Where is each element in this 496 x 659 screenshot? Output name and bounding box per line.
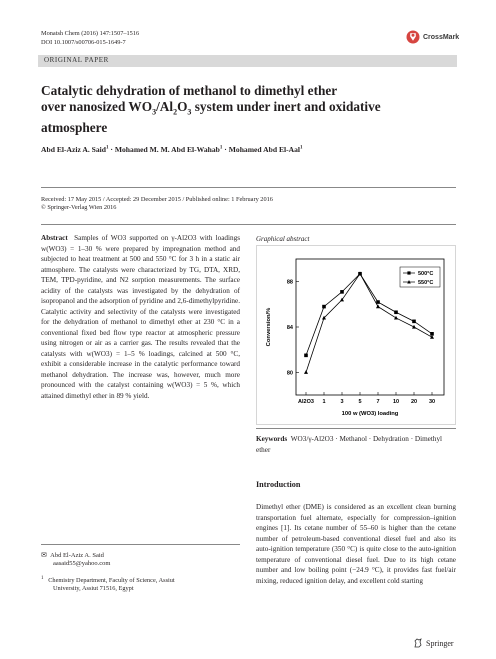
x-tick-label: Al2O3 (298, 399, 314, 405)
divider (41, 224, 456, 225)
corresponding-author (41, 551, 110, 569)
publication-dates: Received: 17 May 2015 / Accepted: 29 December 2015 / Published online: 1 February 2016 © Springer-Verlag Wien 2016 (41, 196, 273, 212)
author-3[interactable]: Mohamed Abd El-Aal (228, 145, 301, 154)
crossmark-label: CrossMark (423, 33, 460, 41)
data-point (322, 305, 326, 309)
publisher-logo (413, 638, 454, 648)
contact-name: Abd El-Aziz A. Said (50, 552, 104, 559)
abstract (41, 233, 240, 401)
y-tick-label: 80 (286, 370, 293, 377)
keywords-text: WO3/γ-Al2O3 · Methanol · Dehydration · Dimethyl ether (256, 435, 443, 454)
affiliation: $^1$ Chemistry Department, Faculty of Science, Assiut University, Assiut 71516, Egypt (41, 576, 175, 593)
legend-marker (407, 271, 410, 274)
x-tick-label: 30 (428, 399, 436, 405)
y-tick-label: 88 (286, 279, 293, 286)
crossmark-icon (406, 30, 420, 44)
contact-email[interactable]: aasaid55@yahoo.com (53, 560, 111, 568)
author-2[interactable]: Mohamed M. M. Abd El-Wahab (114, 145, 220, 154)
x-tick-label: 20 (410, 399, 418, 405)
article-type-band (38, 55, 457, 67)
article-type-label: ORIGINAL PAPER (44, 56, 109, 64)
graphical-abstract-chart (256, 245, 456, 425)
author-1[interactable]: Abd El-Aziz A. Said (41, 145, 106, 154)
legend-label: 550°C (418, 280, 434, 286)
journal-citation: Monatsh Chem (2016) 147:1507–1516 (41, 30, 140, 37)
doi[interactable]: DOI 10.1007/s00706-015-1649-7 (41, 38, 126, 46)
author-list: Abd El-Aziz A. Said$^1$ · Mohamed M. M. Abd El-Wahab$^1$ · Mohamed Abd El-Aal$^1$ (41, 145, 303, 154)
x-tick-label: 3 (340, 399, 344, 405)
springer-horse-icon (413, 638, 423, 648)
x-tick-label: 7 (376, 399, 380, 405)
x-tick-label: 10 (392, 399, 400, 405)
x-tick-label: 5 (358, 399, 362, 405)
legend-label: 500°C (418, 271, 434, 277)
data-point (412, 320, 416, 324)
x-axis-label: 100 w (WO3) loading (341, 411, 399, 417)
data-point (376, 300, 380, 304)
crossmark-badge[interactable] (406, 30, 459, 44)
paper-title (41, 83, 451, 135)
x-tick-label: 1 (322, 399, 326, 405)
title-line-2: over nanosized $WO_3/Al_2O_3$ system under inert and oxidative (41, 98, 381, 117)
graphical-abstract-title: Graphical abstract (256, 235, 310, 243)
abstract-heading: Abstract (41, 234, 68, 242)
publisher-name: Springer (426, 638, 454, 648)
data-point (340, 290, 344, 294)
y-tick-label: 84 (286, 325, 293, 331)
title-line-1: Catalytic dehydration of methanol to dimethyl ether (41, 83, 338, 98)
journal-header (41, 30, 139, 47)
keywords (256, 434, 456, 455)
envelope-icon: ✉ (41, 551, 47, 559)
divider (41, 187, 456, 188)
y-axis-label: Conversion/% (266, 307, 272, 347)
conversion-chart (256, 245, 456, 425)
abstract-text: Samples of WO3 supported on γ-Al2O3 with loadings w(WO3) = 1–30 % were prepared by impregnation method and subjected to heat treatment at 500 and 550 °C for 3 h in a static air atmosphere. The catalysts were characterized by TG, DTA, XRD, TEM, TPD-pyridine, and N2 sorption measurements. The surface acidity of the catalysts was investigated by the dehydration of isopropanol and the adsorption of pyridine and 2,6-dimethylpyridine. Catalytic activity and selectivity of the catalysts were investigated for the dehydration of methanol to dimethyl ether at 230 °C in a conventional fixed bed flow type reactor at atmospheric pressure using nitrogen or air as a carrier gas. The results revealed that the catalysts with w(WO3) = 1–5 % loadings, calcined at 500 °C, exhibit a considerable increase in the catalytic performance toward methanol dehydration. The increase was, however, much more pronounced with the catalyst containing w(WO3) = 5 %, which attained dimethyl ether in 89 % yield. (41, 234, 241, 400)
data-point (394, 310, 398, 314)
keywords-heading: Keywords (256, 435, 288, 443)
divider (41, 544, 240, 545)
data-point (304, 354, 308, 358)
title-line-3: atmosphere (41, 119, 108, 135)
introduction-heading: Introduction (256, 480, 301, 489)
introduction-text: Dimethyl ether (DME) is considered as an excellent clean burning transportation fuel alternate, especially for compression–ignition engines [1]. Its cetane number of 55–60 is higher than the cetane number of petroleum-based conventional diesel fuel and also its auto-ignition temperature (350 °C) is quite close to the auto-ignition temperature of conventional diesel fuel. Due to its high cetane number and low boiling point (−24.9 °C), it provides fast fuel/air mixing, reduced ignition delay, and excellent cold starting (256, 503, 456, 585)
divider (256, 428, 456, 429)
